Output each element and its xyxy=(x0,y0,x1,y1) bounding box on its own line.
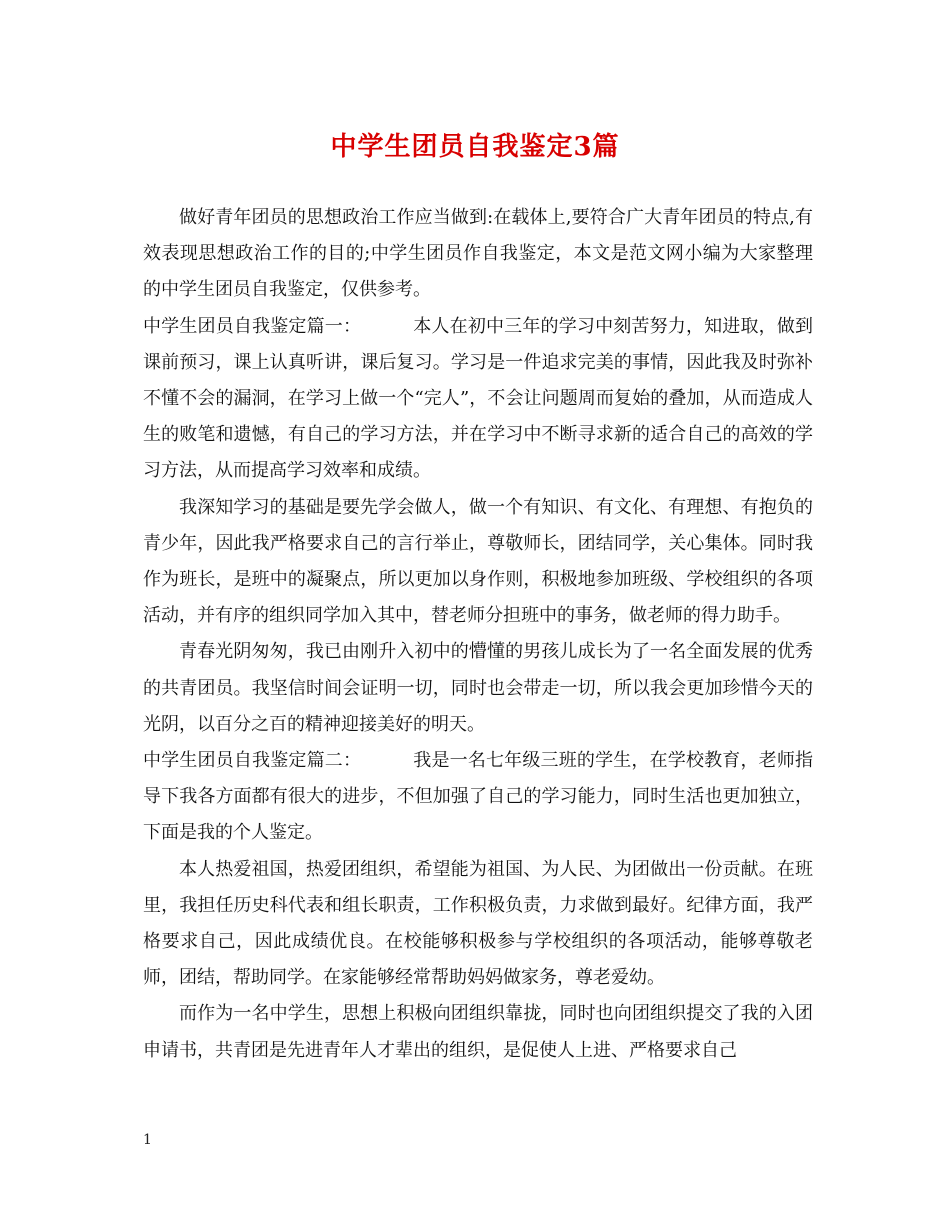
document-title: 中学生团员自我鉴定3篇 xyxy=(330,132,620,162)
page-number: 1 xyxy=(143,1132,152,1148)
section-two-text: 我是一名七年级三班的学生，在学校教育，老师指导下我各方面都有很大的进步，不但加强了自己的学习能力，同时生活也更加独立，下面是我的个人鉴定。 xyxy=(143,750,814,844)
section-one-paragraph-3: 青春光阴匆匆，我已由刚升入初中的懵懂的男孩儿成长为了一名全面发展的优秀的共青团员。我坚信时间会证明一切，同时也会带走一切，所以我会更加珍惜今天的光阴，以百分之百的精神迎接美好的明天。 xyxy=(143,641,813,735)
section-two-paragraph xyxy=(143,743,813,852)
document-body xyxy=(143,200,813,1069)
section-two-paragraph-3: 而作为一名中学生，思想上积极向团组织靠拢，同时也向团组织提交了我的入团申请书，共青团是先进青年人才辈出的组织，是促使人上进、严格要求自己 xyxy=(143,1003,813,1061)
section-one-paragraph xyxy=(143,309,813,490)
section-one-paragraph-2: 我深知学习的基础是要先学会做人，做一个有知识、有文化、有理想、有抱负的青少年，因此我严格要求自己的言行举止，尊敬师长，团结同学，关心集体。同时我作为班长，是班中的凝聚点，所以更加以身作则，积极地参加班级、学校组织的各项活动，并有序的组织同学加入其中，替老师分担班中的事务，做老师的得力助手。 xyxy=(143,496,813,627)
section-two-heading: 中学生团员自我鉴定篇二： xyxy=(143,750,362,772)
section-one-text: 本人在初中三年的学习中刻苦努力，知进取，做到课前预习，课上认真听讲，课后复习。学习是一件追求完美的事情，因此我及时弥补不懂不会的漏洞，在学习上做一个“完人”，不会让问题周而复始的叠加，从而造成人生的败笔和遗憾，有自己的学习方法，并在学习中不断寻求新的适合自己的高效的学习方法，从而提高学习效率和成绩。 xyxy=(143,315,814,482)
section-one-heading: 中学生团员自我鉴定篇一： xyxy=(143,315,362,337)
section-two-paragraph-2: 本人热爱祖国，热爱团组织，希望能为祖国、为人民、为团做出一份贡献。在班里，我担任历史科代表和组长职责，工作积极负责，力求做到最好。纪律方面，我严格要求自己，因此成绩优良。在校能够积极参与学校组织的各项活动，能够尊敬老师，团结，帮助同学。在家能够经常帮助妈妈做家务，尊老爱幼。 xyxy=(143,858,813,989)
intro-paragraph: 做好青年团员的思想政治工作应当做到:在载体上,要符合广大青年团员的特点,有效表现思想政治工作的目的;中学生团员作自我鉴定，本文是范文网小编为大家整理的中学生团员自我鉴定，仅供参考。 xyxy=(143,207,813,301)
